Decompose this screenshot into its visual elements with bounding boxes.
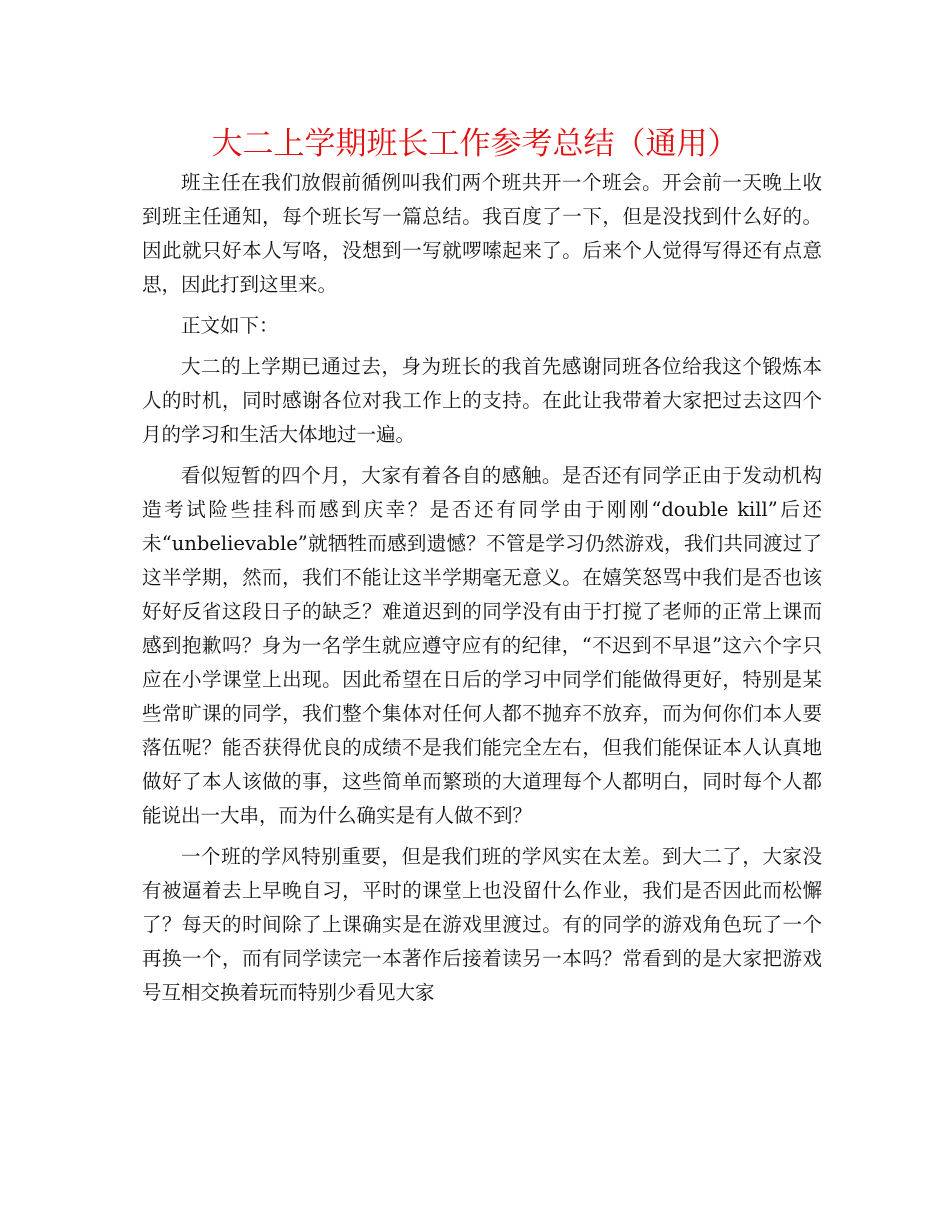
- paragraph: 看似短暂的四个月，大家有着各自的感触。是否还有同学正由于发动机构造考试险些挂科而感到庆幸？是否还有同学由于刚刚“double kill”后还未“unbelievable”就牺牲而感到遗憾？不管是学习仍然游戏，我们共同渡过了这半学期，然而，我们不能让这半学期毫无意义。在嬉笑怒骂中我们是否也该好好反省这段日子的缺乏？难道迟到的同学没有由于打搅了老师的正常上课而感到抱歉吗？身为一名学生就应遵守应有的纪律，“不迟到不早退”这六个字只应在小学课堂上出现。因此希望在日后的学习中同学们能做得更好，特别是某些常旷课的同学，我们整个集体对任何人都不抛弃不放弃，而为何你们本人要落伍呢？能否获得优良的成绩不是我们能完全左右，但我们能保证本人认真地做好了本人该做的事，这些简单而繁琐的大道理每个人都明白，同时每个人都能说出一大串，而为什么确实是有人做不到？: [142, 464, 822, 827]
- paragraph: 大二的上学期已通过去，身为班长的我首先感谢同班各位给我这个锻炼本人的时机，同时感谢各位对我工作上的支持。在此让我带着大家把过去这四个月的学习和生活大体地过一遍。: [142, 355, 822, 446]
- paragraph: 班主任在我们放假前循例叫我们两个班共开一个班会。开会前一天晚上收到班主任通知，每个班长写一篇总结。我百度了一下，但是没找到什么好的。因此就只好本人写咯，没想到一写就啰嗦起来了。后来个人觉得写得还有点意思，因此打到这里来。: [142, 171, 822, 296]
- document-body: [142, 166, 822, 1017]
- document-title: 大二上学期班长工作参考总结（通用）: [211, 126, 739, 162]
- paragraph: 正文如下：: [181, 314, 279, 337]
- paragraph: 一个班的学风特别重要，但是我们班的学风实在太差。到大二了，大家没有被逼着去上早晚自习，平时的课堂上也没留什么作业，我们是否因此而松懈了？每天的时间除了上课确实是在游戏里渡过。有的同学的游戏角色玩了一个再换一个，而有同学读完一本著作后接着读另一本吗？常看到的是大家把游戏号互相交换着玩而特别少看见大家: [142, 845, 822, 1004]
